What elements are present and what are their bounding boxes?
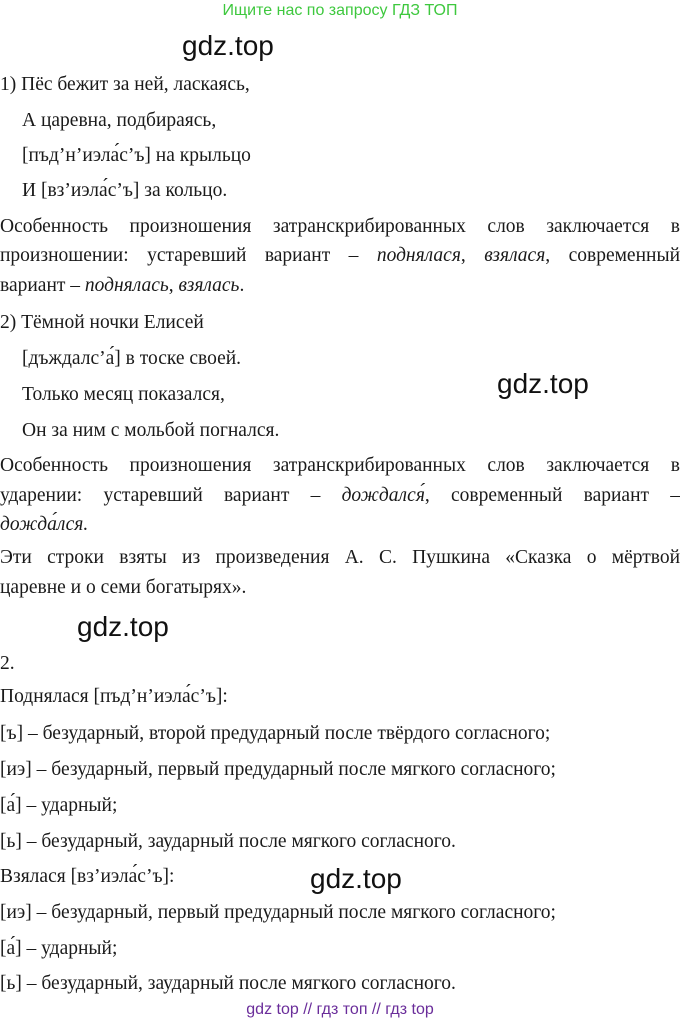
poem2-line-4: Он за ним с мольбой погнался. (22, 420, 280, 441)
source-line-2: царевне и о семи богатырях». (0, 577, 247, 598)
search-hint-banner[interactable]: Ищите нас по запросу ГДЗ ТОП (222, 2, 458, 19)
analysis-line: [иэ] – безударный, первый предударный после мягкого согласного; (0, 902, 556, 923)
poem2-line-2: [дъждалс’а́] в тоске своей. (22, 348, 242, 369)
watermark: gdz.top (497, 368, 589, 399)
analysis-line: [а́] – ударный; (0, 938, 118, 959)
analysis-line: [иэ] – безударный, первый предударный после мягкого согласного; (0, 759, 556, 780)
task-number: 2. (0, 653, 15, 674)
word-podnyalas: поднялась (84, 275, 169, 296)
word-vzyalas: взялась (178, 275, 240, 296)
analysis-line: [а́] – ударный; (0, 795, 118, 816)
poem1-line-3: [пъд’н’иэла́с’ъ] на крыльцо (22, 145, 251, 166)
poem2-line-3: Только месяц показался, (22, 384, 225, 405)
poem1-line-4: И [вз’иэла́с’ъ] за кольцо. (22, 180, 228, 201)
word-podnyalasya: поднялася (376, 245, 461, 266)
word-dozhdalsya-modern: дожда́лся. (0, 514, 89, 535)
word-vzyalasya: взялася (484, 245, 546, 266)
watermark: gdz.top (182, 30, 274, 61)
word-heading-podnyalasya: Поднялася [пъд’н’иэла́с’ъ]: (0, 686, 228, 707)
word-heading-vzyalasya: Взялася [вз’иэла́с’ъ]: (0, 866, 175, 887)
poem2-line-1: 2) Тёмной ночки Елисей (0, 312, 204, 333)
watermark: gdz.top (310, 863, 402, 894)
source-line-1: Эти строки взяты из произведения А. С. Пушкина «Сказка о мёртвой (0, 547, 680, 568)
watermark: gdz.top (77, 611, 169, 642)
paragraph2-line-2: ударении: устаревший вариант – дождался́, современный вариант – (0, 485, 680, 506)
poem1-line-1: 1) Пёс бежит за ней, ласкаясь, (0, 74, 250, 95)
footer-links[interactable]: gdz top // гдз топ // гдз top (246, 1001, 434, 1018)
paragraph1-line-2: произношении: устаревший вариант – поднялася, взялася, современный (0, 245, 680, 266)
paragraph2-line-1: Особенность произношения затранскрибированных слов заключается в (0, 455, 680, 476)
paragraph2-line-3 (0, 515, 88, 535)
analysis-line: [ь] – безударный, заударный после мягкого согласного. (0, 973, 456, 994)
paragraph1-line-1: Особенность произношения затранскрибированных слов заключается в (0, 216, 680, 237)
analysis-line: [ь] – безударный, заударный после мягкого согласного. (0, 831, 456, 852)
word-dozhdalsya-old: дождался́ (341, 485, 425, 506)
analysis-line: [ъ] – безударный, второй предударный после твёрдого согласного; (0, 723, 551, 744)
poem1-line-2: А царевна, подбираясь, (22, 110, 217, 131)
paragraph1-line-3: вариант – поднялась, взялась. (0, 275, 245, 296)
